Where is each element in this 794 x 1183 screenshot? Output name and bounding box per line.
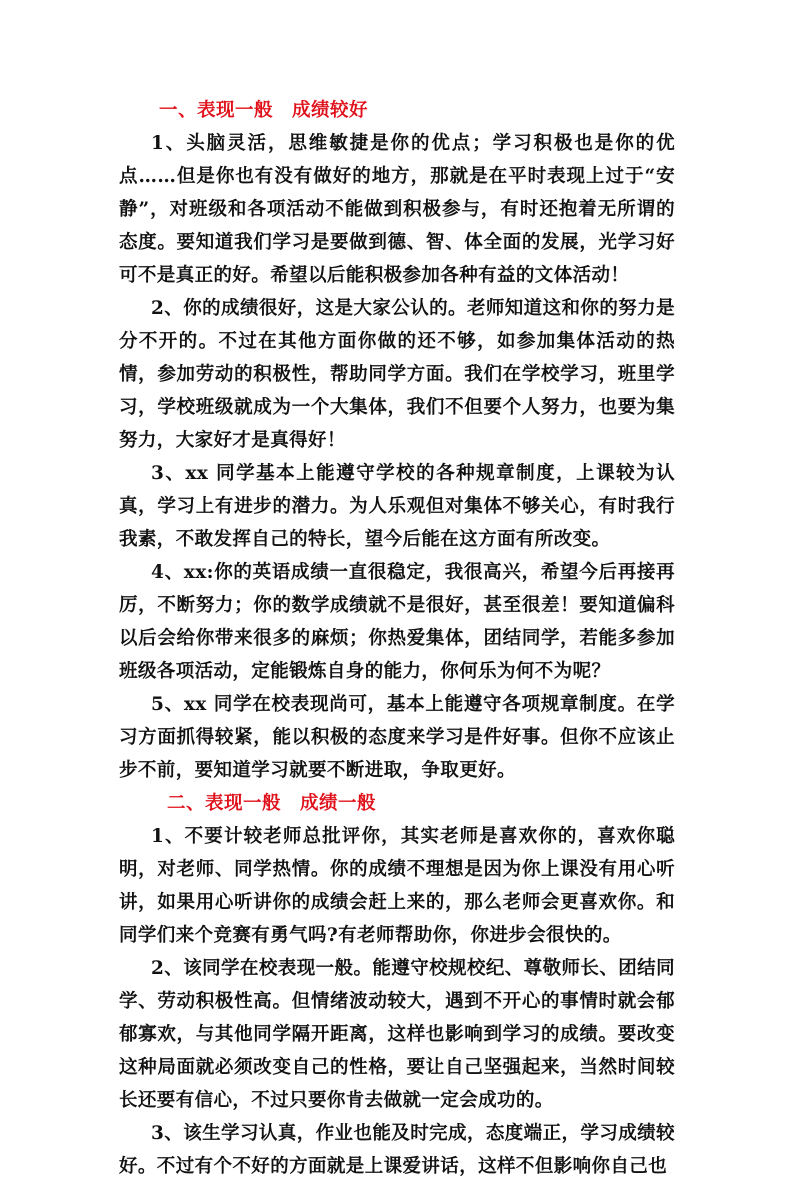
paragraph: 1、不要计较老师总批评你，其实老师是喜欢你的，喜欢你聪明，对老师、同学热情。你的成绩不理想是因为你上课没有用心听讲，如果用心听讲你的成绩会赶上来的，那么老师会更喜欢你。和同学们来个竞赛有勇气吗?有老师帮助你，你进步会很快的。 (119, 826, 675, 946)
paragraph: 3、xx 同学基本上能遵守学校的各种规章制度，上课较为认真，学习上有进步的潜力。为人乐观但对集体不够关心，有时我行我素，不敢发挥自己的特长，望今后能在这方面有所改变。 (119, 463, 675, 550)
section-heading-2: 二、表现一般 成绩一般 (167, 793, 377, 814)
section-heading-1: 一、表现一般 成绩较好 (159, 100, 369, 121)
paragraph: 5、xx 同学在校表现尚可，基本上能遵守各项规章制度。在学习方面抓得较紧，能以积极的态度来学习是件好事。但你不应该止步不前，要知道学习就要不断进取，争取更好。 (119, 694, 675, 781)
document-page (119, 94, 675, 1183)
paragraph: 1、头脑灵活，思维敏捷是你的优点；学习积极也是你的优点……但是你也有没有做好的地方，那就是在平时表现上过于“安静”，对班级和各项活动不能做到积极参与，有时还抱着无所谓的态度。要知道我们学习是要做到德、智、体全面的发展，光学习好可不是真正的好。希望以后能积极参加各种有益的文体活动！ (119, 133, 675, 286)
paragraph: 2、该同学在校表现一般。能遵守校规校纪、尊敬师长、团结同学、劳动积极性高。但情绪波动较大，遇到不开心的事情时就会郁郁寡欢，与其他同学隔开距离，这样也影响到学习的成绩。要改变这种局面就必须改变自己的性格，要让自己坚强起来，当然时间较长还要有信心，不过只要你肯去做就一定会成功的。 (119, 958, 675, 1111)
paragraph: 3、该生学习认真，作业也能及时完成，态度端正，学习成绩较好。不过有个不好的方面就是上课爱讲话，这样不但影响你自己也 (119, 1123, 675, 1177)
paragraph: 4、xx:你的英语成绩一直很稳定，我很高兴，希望今后再接再厉，不断努力；你的数学成绩就不是很好，甚至很差！要知道偏科以后会给你带来很多的麻烦；你热爱集体，团结同学，若能多参加班级各项活动，定能锻炼自身的能力，你何乐为何不为呢？ (119, 562, 675, 682)
paragraph: 2、你的成绩很好，这是大家公认的。老师知道这和你的努力是分不开的。不过在其他方面你做的还不够，如参加集体活动的热情，参加劳动的积极性，帮助同学方面。我们在学校学习，班里学习，学校班级就成为一个大集体，我们不但要个人努力，也要为集努力，大家好才是真得好！ (119, 298, 675, 451)
